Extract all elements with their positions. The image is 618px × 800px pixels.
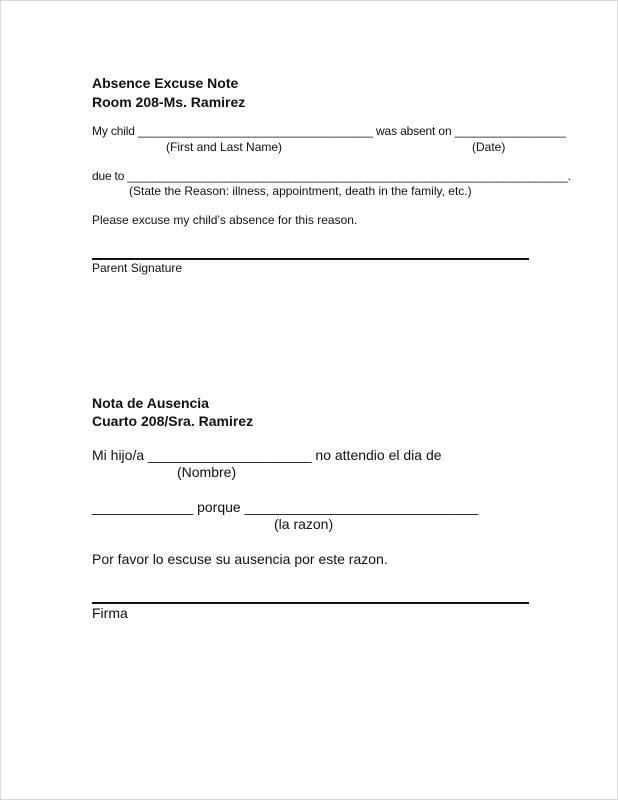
english-signature-line bbox=[92, 258, 529, 260]
spanish-name-hint: (Nombre) bbox=[177, 464, 237, 480]
spanish-reason-hint: (la razon) bbox=[274, 516, 334, 532]
spanish-signature-label: Firma bbox=[92, 605, 128, 621]
english-reason-hint: (State the Reason: illness, appointment, death in the family, etc.) bbox=[129, 184, 472, 198]
spanish-excuse-sentence: Por favor lo escuse su ausencia por este razon. bbox=[92, 551, 388, 567]
english-reason-line: due to ____________________________________________________________________. bbox=[92, 169, 571, 183]
spanish-reason-line: _____________ porque ______________________________ bbox=[92, 499, 479, 515]
spanish-title: Nota de Ausencia bbox=[92, 395, 209, 411]
spanish-room: Cuarto 208/Sra. Ramirez bbox=[92, 413, 254, 429]
english-excuse-sentence: Please excuse my child’s absence for this reason. bbox=[92, 213, 358, 227]
english-room: Room 208-Ms. Ramirez bbox=[92, 94, 246, 110]
english-date-hint: (Date) bbox=[472, 140, 506, 154]
english-child-line: My child ____________________________________ was absent on _________________ bbox=[92, 124, 566, 138]
english-signature-label: Parent Signature bbox=[92, 261, 183, 275]
english-name-hint: (First and Last Name) bbox=[166, 140, 283, 154]
english-title: Absence Excuse Note bbox=[92, 75, 239, 91]
spanish-signature-line bbox=[92, 602, 529, 604]
spanish-child-line: Mi hijo/a _____________________ no attendio el dia de bbox=[92, 447, 442, 463]
